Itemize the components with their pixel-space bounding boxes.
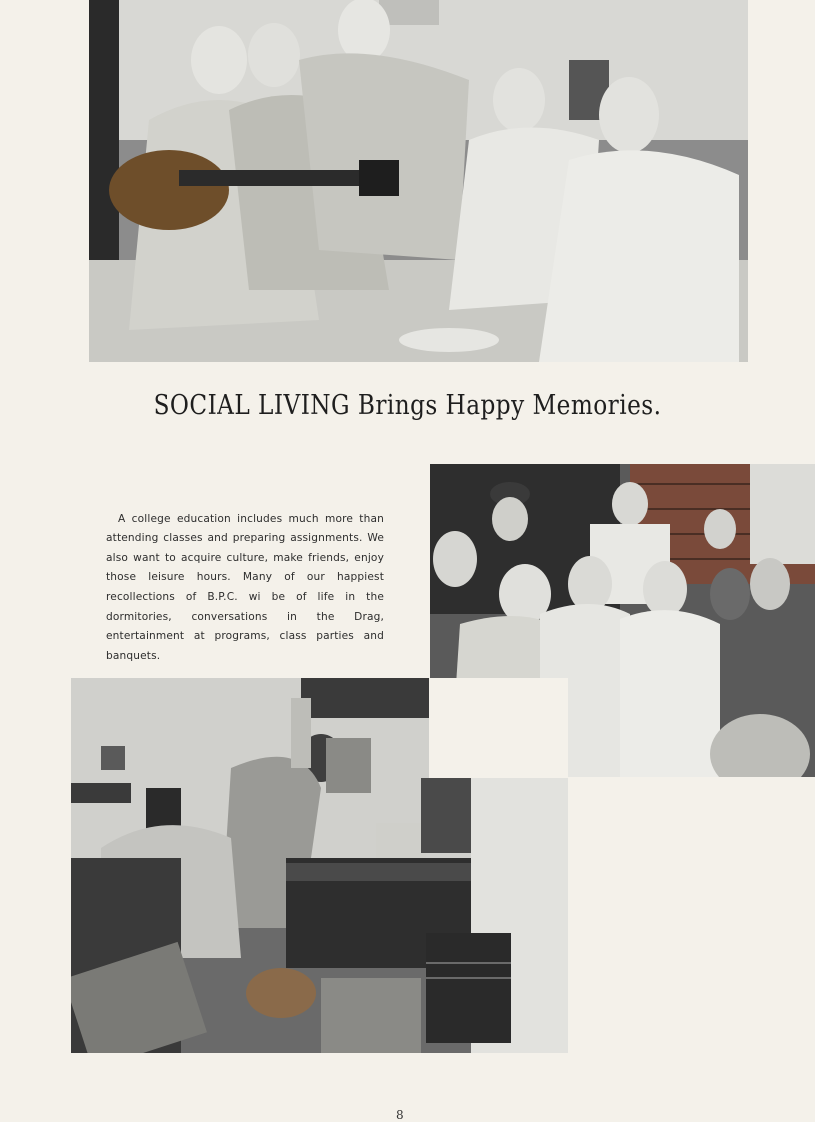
- photo-students-singing: [89, 0, 748, 362]
- photo-dorm-corner-cutout: [429, 678, 568, 778]
- photo-students-singing-image: [89, 0, 748, 362]
- headline: SOCIAL LIVING Brings Happy Memories.: [153, 390, 662, 421]
- body-paragraph: A college education includes much more than attending classes and preparing assignments. We also want to acquire culture, make friends, enjoy those leisure hours. Many of our happiest recollections of B.P.C. wi be of life in the dormitories, conversations in the Drag, entertainment at programs, class parties and banquets.: [106, 512, 384, 662]
- page-number: 8: [396, 1108, 404, 1122]
- photo-dorm-room: [71, 678, 568, 1053]
